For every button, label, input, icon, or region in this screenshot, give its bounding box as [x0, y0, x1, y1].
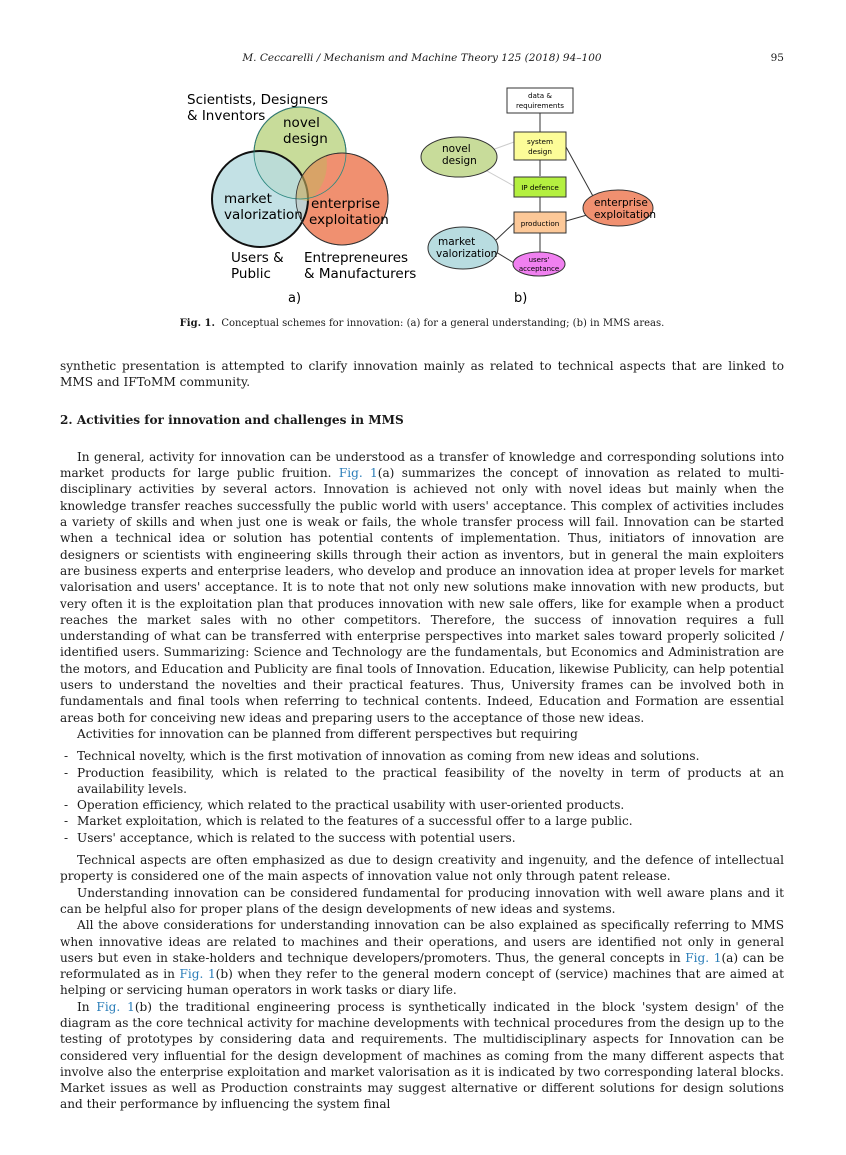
system-label-1: system: [527, 137, 553, 146]
list-item-text: Operation efficiency, which related to the practical usability with user-oriented products.: [77, 798, 625, 813]
list-item: - Market exploitation, which is related to the features of a successful offer to a large public.: [64, 814, 633, 829]
panel-b-label: b): [514, 291, 528, 306]
paragraph-3: Technical aspects are often emphasized as due to design creativity and ingenuity, and the defence of intellectual property is considered one of the main aspects of innovation value not only through patent release.: [60, 853, 784, 884]
paragraph-1: [60, 449, 784, 726]
caption-text: Conceptual schemes for innovation: (a) for a general understanding; (b) in MMS areas.: [221, 318, 665, 329]
enterprise-label-1: enterprise: [311, 196, 381, 212]
figure-1: [180, 80, 660, 310]
list-item: - Users' acceptance, which is related to the success with potential users.: [64, 830, 516, 845]
fig-1-link[interactable]: Fig. 1: [338, 466, 378, 481]
page-number: 95: [770, 52, 784, 64]
system-label-2: design: [528, 147, 552, 156]
market-label-1: market: [224, 191, 272, 207]
paragraph-4: Understanding innovation can be considered fundamental for producing innovation with well aware plans and it can be helpful also for proper plans of the design developments of new ideas and systems.: [60, 885, 784, 916]
caption-label: Fig. 1.: [179, 318, 215, 329]
list-item-text: Users' acceptance, which is related to the success with potential users.: [77, 830, 516, 845]
scientists-label-2: & Inventors: [187, 108, 266, 124]
users-label-1: Users &: [231, 250, 284, 266]
enterprise-label-2: exploitation: [309, 212, 389, 228]
entre-label-1: Entrepreneures: [304, 250, 409, 266]
figure-1-svg: [180, 80, 660, 310]
line-system-enterprise: [566, 147, 594, 198]
list-item: - Production feasibility, which is related to the practical feasibility of the novelty in term of products at an availability levels.: [64, 765, 784, 796]
users-accept-label-1: users': [528, 256, 550, 264]
novel-label-2: design: [283, 131, 328, 147]
list-item-text: Technical novelty, which is the first motivation of innovation as coming from new ideas and solutions.: [77, 749, 700, 764]
market-label-2: valorization: [224, 207, 303, 223]
production-label: production: [520, 219, 560, 228]
novel-label-1: novel: [283, 115, 320, 131]
list-item-text: Production feasibility, which is related to the practical feasibility of the novelty in term of products at an availability levels.: [77, 765, 784, 796]
article-body: [60, 358, 784, 1113]
p6-text-a: In: [77, 999, 97, 1014]
p1-text-b: (a) summarizes the concept of innovation as related to multi-disciplinary activities by several actors. Innovation is achieved not only with novel ideas but mainly when the knowledge transfer reaches successfully the public world with users' acceptance. This complex of activities includes a variety of skills and when just one is weak or fails, the whole transfer process will fail. Innovation can be started when a technical idea or solution has potential contents of implementation. Thus, initiators of innovation are designers or scientists with engineering skills through their action as inventors, but in general the main exploiters are business experts and enterprise leaders, who develop and produce an innovation idea at proper levels for market valorisation and users' acceptance. It is to note that not only new solutions make innovation with new products, but very often it is the exploitation plan that produces innovation with new sale offers, like for example when a product reaches the market sales with no other competitors. Therefore, the success of innovation requires a full understanding of what can be transferred with enterprise perspectives into market sales toward properly solicited / identified users. Summarizing: Science and Technology are the fundamentals, but Economics and Administration are the motors, and Education and Publicity are final tools of Innovation. Education, likewise Publicity, can help potential users to understand the novelties and their practical features. Thus, University frames can be involved both in fundamentals and final tools when referring to technical contents. Indeed, Education and Formation are essential areas both for conceiving new ideas and preparing users to the acceptance of those new ideas.: [60, 466, 785, 725]
page-header: [60, 52, 784, 68]
paragraph-5: [60, 917, 784, 998]
data-label-2: requirements: [515, 101, 565, 110]
panel-a-label: a): [288, 291, 302, 306]
b-novel-label-1: novel: [442, 143, 471, 155]
list-item: - Operation efficiency, which related to the practical usability with user-oriented products.: [64, 798, 625, 813]
p5-text-b: (a) can be reformulated as in: [60, 950, 784, 982]
b-market-label-2: valorization: [436, 248, 498, 260]
b-market-label-1: market: [438, 236, 476, 248]
p5-text-c: (b) when they refer to the general modern concept of (service) machines that are aimed at helping or servicing human operators in work tasks or diary life.: [60, 967, 784, 998]
fig-1-link[interactable]: Fig. 1: [685, 950, 722, 965]
panel-b-diagram: [421, 88, 656, 306]
b-enterprise-label-1: enterprise: [594, 197, 648, 209]
entre-label-2: & Manufacturers: [304, 266, 417, 282]
fig-1-link[interactable]: Fig. 1: [96, 999, 135, 1014]
fig-1-link[interactable]: Fig. 1: [179, 967, 216, 982]
b-novel-label-2: design: [442, 155, 477, 167]
ip-label: IP defence: [521, 183, 559, 192]
list-item-text: Market exploitation, which is related to the features of a successful offer to a large public.: [77, 814, 633, 829]
data-label-1: data &: [527, 91, 553, 100]
panel-a-venn: [187, 92, 416, 306]
list-item: - Technical novelty, which is the first motivation of innovation as coming from new ideas and solutions.: [64, 749, 700, 764]
paragraph-2: Activities for innovation can be planned from different perspectives but requiring: [77, 726, 578, 741]
p5-text-a: All the above considerations for understanding innovation can be also explained as specifically referring to MMS when innovative ideas are related to machines and their operations, and users are identified not only in general users but even in stake-holders and technique developers/promoters. Thus, the general concepts in: [60, 918, 784, 965]
running-title: M. Ceccarelli / Mechanism and Machine Theory 125 (2018) 94–100: [242, 52, 602, 64]
p6-text-b: (b) the traditional engineering process is synthetically indicated in the block 'system design' of the diagram as the core technical activity for machine developments with technical procedures from the design up to the testing of prototypes by considering data and requirements. The multidisciplinary aspects for Innovation can be considered very influential for the design development of machines as coming from the many different aspects that involve also the enterprise exploitation and market valorisation as it is indicated by two corresponding lateral blocks. Market issues as well as Production constraints may suggest alternative or different solutions for design solutions and their performance by influencing the system final: [60, 999, 784, 1112]
p1-text-a: In general, activity for innovation can be understood as a transfer of knowledge and corresponding solutions into market products for large public fruition.: [60, 449, 784, 481]
b-enterprise-label-2: exploitation: [594, 209, 657, 221]
figure-caption: [60, 318, 784, 329]
requirements-list: [60, 748, 784, 846]
paragraph-6: [60, 999, 784, 1113]
users-accept-label-2: acceptance: [518, 265, 560, 273]
line-market-users: [496, 252, 514, 263]
users-label-2: Public: [231, 266, 271, 282]
paragraph-intro: synthetic presentation is attempted to clarify innovation mainly as related to technical aspects that are linked to MMS and IFToMM community.: [60, 359, 784, 390]
section-heading: 2. Activities for innovation and challenges in MMS: [60, 412, 404, 427]
scientists-label-1: Scientists, Designers: [187, 92, 329, 108]
line-market-production: [496, 223, 514, 240]
